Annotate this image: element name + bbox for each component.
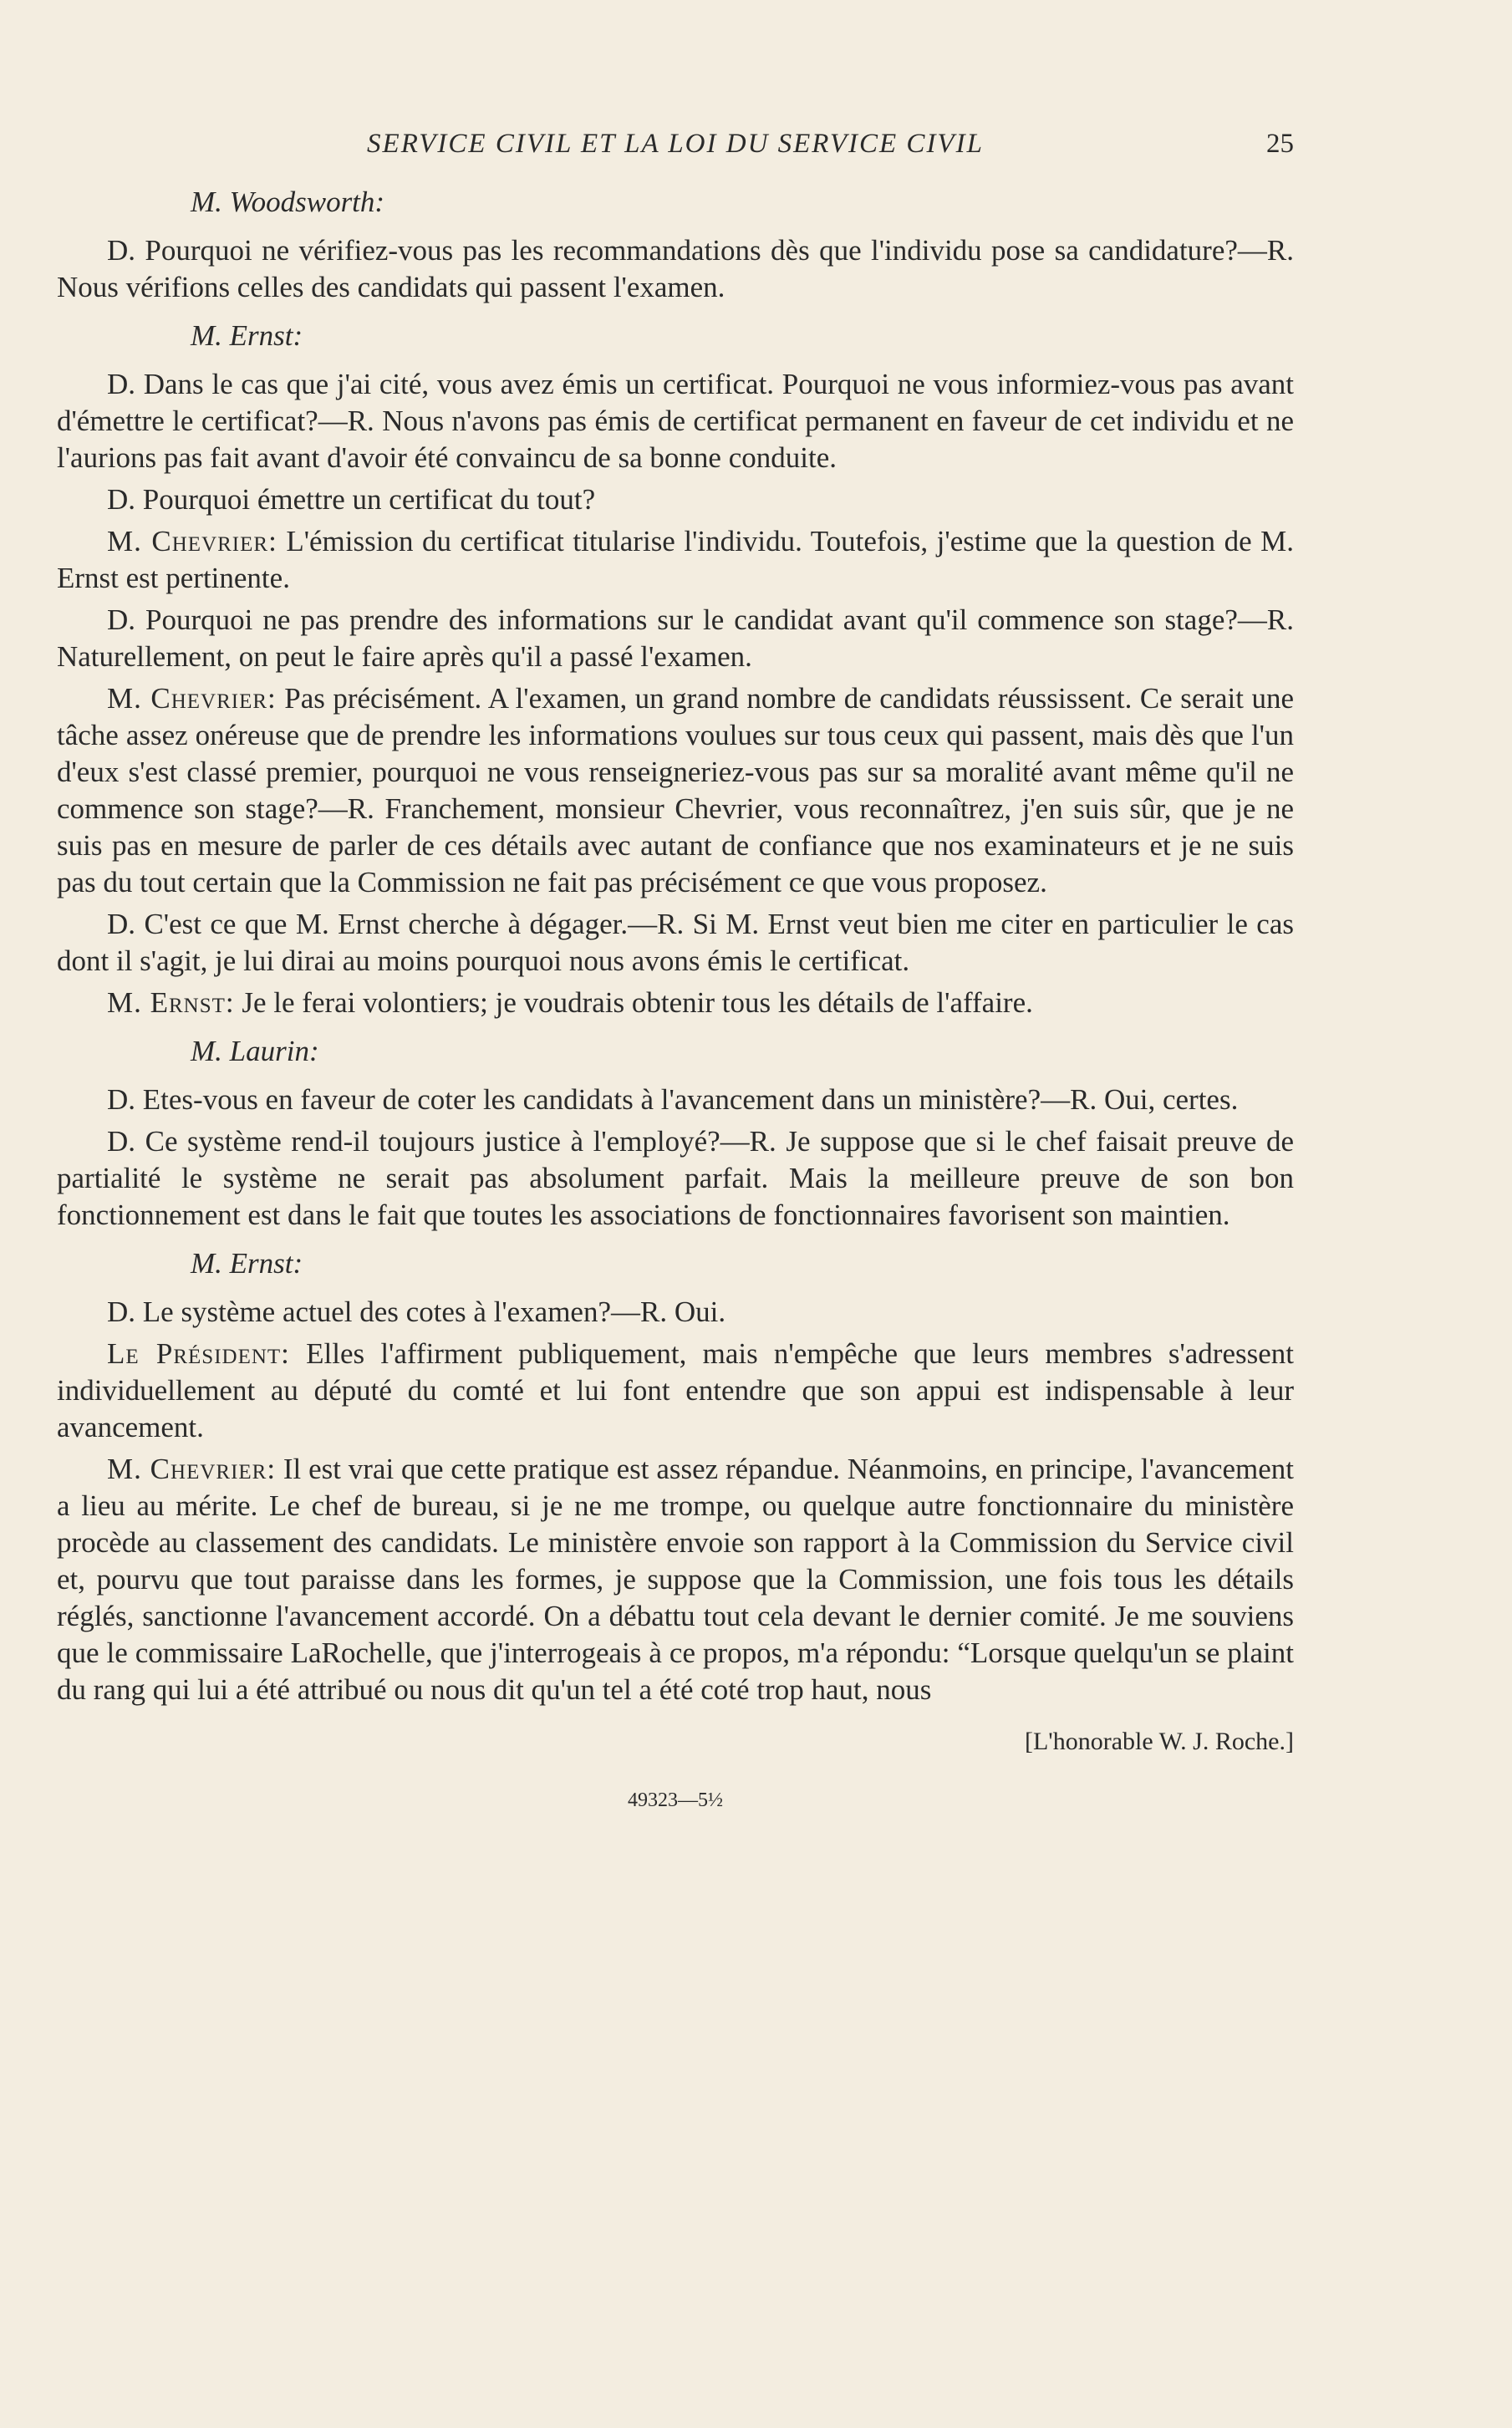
paragraph-text: Il est vrai que cette pratique est assez répandue. Néanmoins, en principe, l'avancement a lieu au mérite. Le chef de bureau, si je ne me trompe, ou quelque autre fonctionnaire du ministère procède au classement des candidats. Le ministère envoie son rapport à la Commission du Service civil et, pourvu que tout paraisse dans les formes, je suppose que la Commission, une fois tous les détails réglés, sanctionne l'avancement accordé. On a débattu tout cela devant le dernier comité. Je me souviens que le commissaire LaRochelle, que j'interrogeais à ce propos, m'a répondu: “Lorsque quelqu'un se plaint du rang qui lui a été attribué ou nous dit qu'un tel a été coté trop haut, nous	[57, 1453, 1294, 1706]
paragraph: D. C'est ce que M. Ernst cherche à dégager.—R. Si M. Ernst veut bien me citer en particulier le cas dont il s'agit, je lui dirai au moins pourquoi nous avons émis le certificat.	[57, 908, 1294, 977]
paragraph: D. Dans le cas que j'ai cité, vous avez émis un certificat. Pourquoi ne vous informiez-vous pas avant d'émettre le certificat?—R. Nous n'avons pas émis de certificat permanent en faveur de cet individu et ne l'aurions pas fait avant d'avoir été convaincu de sa bonne conduite.	[57, 368, 1294, 474]
paragraph-text: Pas précisément. A l'examen, un grand nombre de candidats réussissent. Ce serait une tâche assez onéreuse que de prendre les informations voulues sur tous ceux qui passent, mais dès que l'un d'eux s'est classé premier, pourquoi ne vous renseigneriez-vous pas sur sa moralité avant même qu'il ne commence son stage?—R. Franchement, monsieur Chevrier, vous reconnaîtrez, j'en suis sûr, que je ne suis pas en mesure de parler de ces détails avec autant de confiance que nos examinateurs et je ne suis pas du tout certain que la Commission ne fait pas précisément ce que vous proposez.	[57, 682, 1295, 898]
speaker-heading: M. Ernst:	[191, 1247, 303, 1280]
speaker-name: M. Chevrier:	[107, 682, 277, 715]
speaker-name: M. Chevrier:	[107, 525, 277, 557]
paragraph: D. Pourquoi ne vérifiez-vous pas les recommandations dès que l'individu pose sa candidature?—R. Nous vérifions celles des candidats qui passent l'examen.	[57, 234, 1294, 303]
speaker-heading: M. Laurin:	[191, 1035, 319, 1067]
printer-signature-mark: 49323—5½	[628, 1789, 723, 1811]
paragraph-text: Elles l'affirment publiquement, mais n'empêche que leurs membres s'adressent individuellement au député du comté et lui font entendre que son appui est indispensable à leur avancement.	[57, 1337, 1294, 1443]
paragraph	[57, 985, 1294, 1021]
page-number: 25	[1266, 129, 1294, 159]
speaker-name: M. Chevrier:	[107, 1453, 277, 1485]
paragraph: D. Etes-vous en faveur de coter les candidats à l'avancement dans un ministère?—R. Oui, certes.	[107, 1083, 1239, 1116]
paragraph-text: L'émission du certificat titularise l'individu. Toutefois, j'estime que la question de M. Ernst est pertinente.	[57, 525, 1295, 594]
paragraph	[57, 523, 1294, 597]
running-header	[57, 125, 1294, 167]
speaker-attribution: [L'honorable W. J. Roche.]	[1024, 1728, 1294, 1755]
paragraph: D. Ce système rend-il toujours justice à l'employé?—R. Je suppose que si le chef faisait preuve de partialité le système ne serait pas absolument parfait. Mais la meilleure preuve de son bon fonctionnement est dans le fait que toutes les associations de fonctionnaires favorisent son maintien.	[57, 1125, 1294, 1231]
document-page	[57, 125, 1294, 1819]
paragraph	[57, 1451, 1294, 1708]
paragraph: D. Le système actuel des cotes à l'examen?—R. Oui.	[107, 1295, 726, 1328]
running-title: SERVICE CIVIL ET LA LOI DU SERVICE CIVIL	[367, 129, 984, 159]
paragraph: D. Pourquoi ne pas prendre des informations sur le candidat avant qu'il commence son stage?—R. Naturellement, on peut le faire après qu'il a passé l'examen.	[57, 603, 1294, 673]
paragraph: D. Pourquoi émettre un certificat du tout?	[107, 483, 596, 516]
speaker-heading: M. Woodsworth:	[191, 186, 385, 218]
speaker-heading: M. Ernst:	[191, 319, 303, 352]
speaker-name: Le Président:	[107, 1337, 290, 1370]
speaker-name: M. Ernst:	[107, 986, 235, 1019]
paragraph-text: Je le ferai volontiers; je voudrais obtenir tous les détails de l'affaire.	[234, 986, 1033, 1019]
paragraph	[57, 1336, 1294, 1446]
paragraph	[57, 680, 1294, 901]
